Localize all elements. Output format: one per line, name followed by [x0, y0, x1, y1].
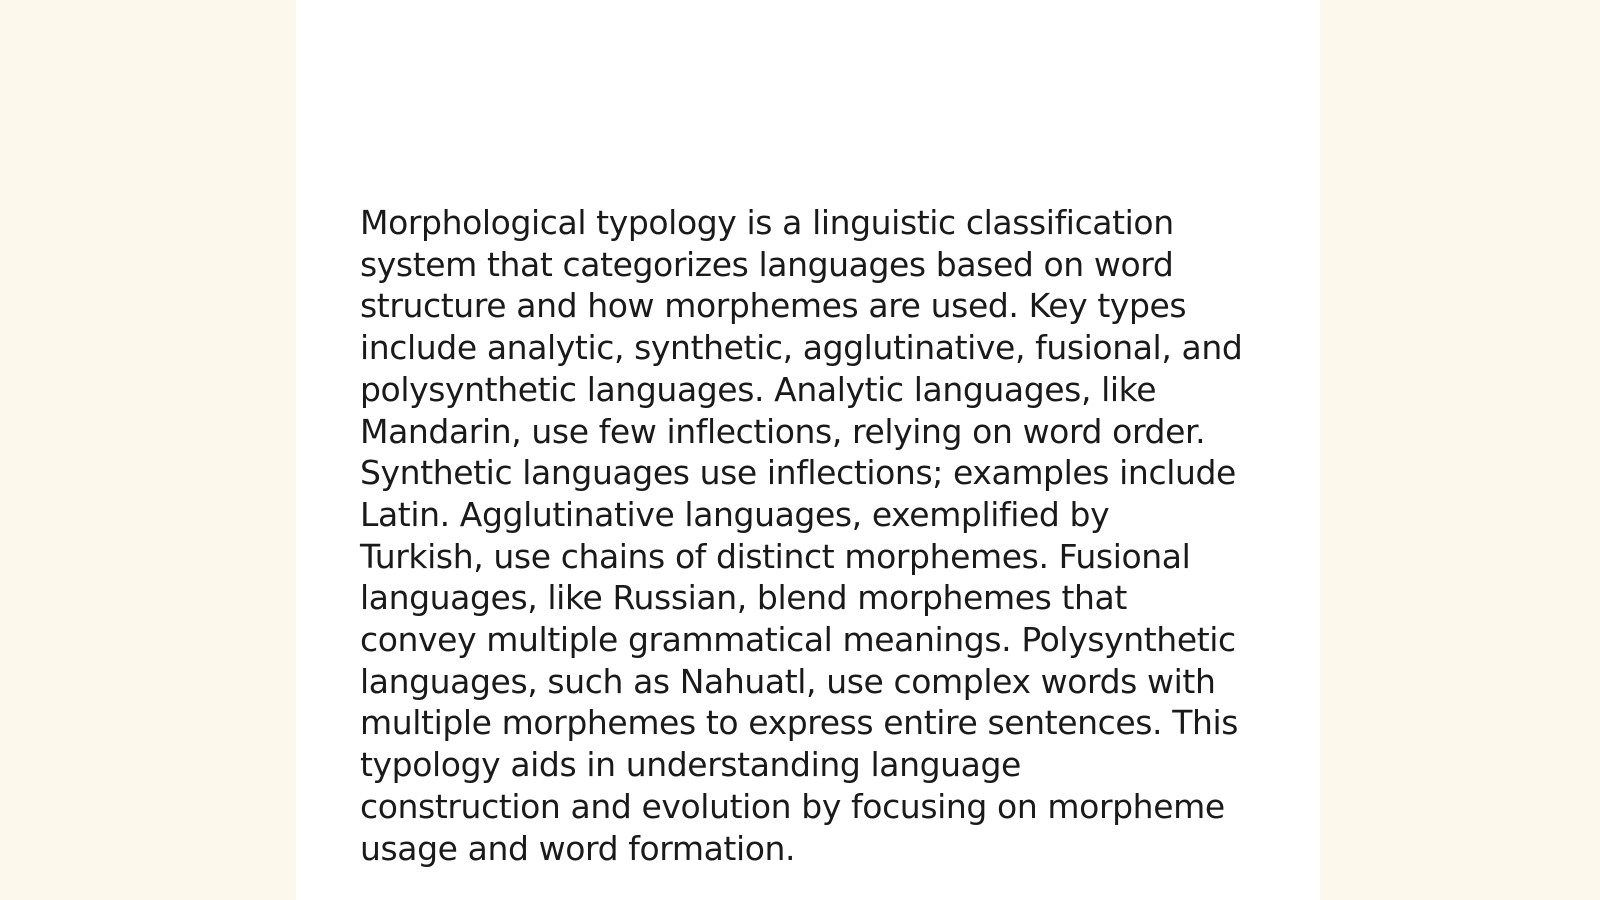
body-paragraph: Morphological typology is a linguistic classification system that categorizes languages based on word structure and how morphemes are used. Key types include analytic, synthetic, agglutinative, fusional, and polysynthetic languages. Analytic languages, like Mandarin, use few inflections, relying on word order. Synthetic languages use inflections; examples include Latin. Agglutinative languages, exemplified by Turkish, use chains of distinct morphemes. Fusional languages, like Russian, blend morphemes that convey multiple grammatical meanings. Polysynthetic languages, such as Nahuatl, use complex words with multiple morphemes to express entire sentences. This typology aids in understanding language construction and evolution by focusing on morpheme usage and word formation. [360, 203, 1243, 868]
document-page [296, 0, 1320, 900]
